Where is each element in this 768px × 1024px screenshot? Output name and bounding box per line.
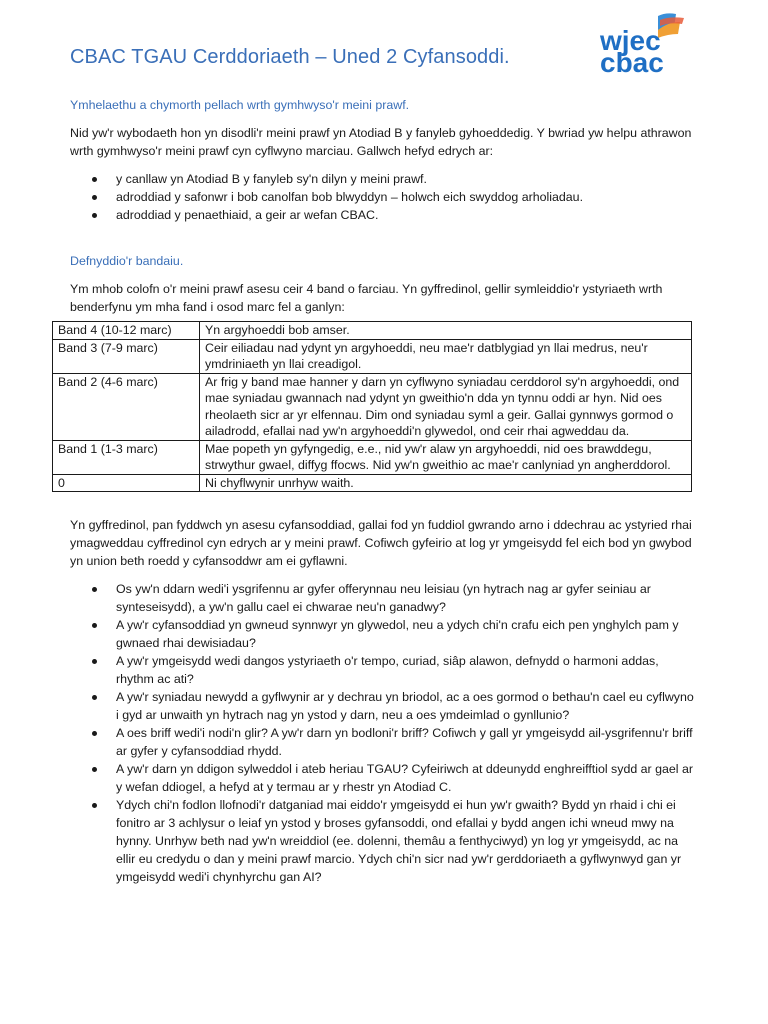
bands-heading: Defnyddio'r bandaiu. bbox=[70, 254, 184, 268]
band-description-cell: Mae popeth yn gyfyngedig, e.e., nid yw'r alaw yn argyhoeddi, nid oes brawddegu, strwythur gwael, diffyg ffocws. Nid yw'n gweithio ac mae'r canlyniad yn angherddorol. bbox=[200, 440, 692, 474]
band-cell: Band 4 (10-12 marc) bbox=[53, 322, 200, 340]
bullet-icon bbox=[92, 803, 97, 808]
bands-paragraph: Ym mhob colofn o'r meini prawf asesu ceir 4 band o farciau. Yn gyffredinol, gellir symleiddio'r ystyriaeth wrth benderfynu ym mha fand i osod marc fel a ganlyn: bbox=[70, 282, 663, 314]
band-description-cell: Ar frig y band mae hanner y darn yn cyflwyno syniadau cerddorol sy'n argyhoeddi, ond mae syniadau gwannach nad ydynt yn gweithio'n dda yn tynnu oddi ar hyn. Nid oes rheolaeth sicr ar yr elfennau. Dim ond syniadau syml a geir. Gallai gynnwys gormod o ailadrodd, efallai nad yw'n argyhoeddi'n glywedol, ond ceir rhai agweddau da. bbox=[200, 373, 692, 440]
band-cell: Band 1 (1-3 marc) bbox=[53, 440, 200, 474]
document-body bbox=[58, 96, 698, 886]
bullet-icon bbox=[92, 695, 97, 700]
list-item-text: A yw'r cyfansoddiad yn gwneud synnwyr yn glywedol, neu a ydych chi'n crafu eich pen ynghylch pam y gwnaed rhai dewisiadau? bbox=[116, 618, 679, 650]
bullet-icon bbox=[92, 587, 97, 592]
book-icon bbox=[658, 13, 684, 38]
band-cell: Band 2 (4-6 marc) bbox=[53, 373, 200, 440]
table-row bbox=[53, 339, 692, 373]
table-row bbox=[53, 440, 692, 474]
list-item-text: adroddiad y penaethiaid, a geir ar wefan CBAC. bbox=[116, 208, 379, 222]
bullet-icon bbox=[92, 195, 97, 200]
assessment-bullet-list bbox=[70, 580, 698, 886]
list-item-text: A yw'r ymgeisydd wedi dangos ystyriaeth o'r tempo, curiad, siâp alawon, defnydd o harmoni addas, rhythm ac ati? bbox=[116, 654, 659, 686]
band-cell: 0 bbox=[53, 474, 200, 492]
bullet-icon bbox=[92, 767, 97, 772]
table-row bbox=[53, 474, 692, 492]
band-cell: Band 3 (7-9 marc) bbox=[53, 339, 200, 373]
intro-heading: Ymhelaethu a chymorth pellach wrth gymhwyso'r meini prawf. bbox=[70, 98, 410, 112]
list-item bbox=[70, 170, 698, 188]
band-description-cell: Yn argyhoeddi bob amser. bbox=[200, 322, 692, 340]
assessment-paragraph: Yn gyffredinol, pan fyddwch yn asesu cyfansoddiad, gallai fod yn fuddiol gwrando arno i ddechrau ac ystyried rhai ymagweddau cyffredinol cyn edrych ar y meini prawf. Cofiwch gyfeirio at log yr ymgeisydd fel eich bod yn gwybod yn union beth roedd y cyfansoddwr am ei gyflawni. bbox=[70, 518, 692, 568]
list-item-text: A oes briff wedi'i nodi'n glir? A yw'r darn yn bodloni'r briff? Cofiwch y gall yr ymgeisydd ail-ysgrifennu'r briff ar gyfer y cyfansoddiad rhydd. bbox=[116, 726, 693, 758]
list-item bbox=[70, 580, 698, 616]
table-row bbox=[53, 322, 692, 340]
list-item bbox=[70, 206, 698, 224]
list-item-text: y canllaw yn Atodiad B y fanyleb sy'n dilyn y meini prawf. bbox=[116, 172, 427, 186]
table-row bbox=[53, 373, 692, 440]
bullet-icon bbox=[92, 213, 97, 218]
list-item bbox=[70, 796, 698, 886]
bullet-icon bbox=[92, 731, 97, 736]
list-item-text: Ydych chi'n fodlon llofnodi'r datganiad mai eiddo'r ymgeisydd ei hun yw'r gwaith? Bydd yn rhaid i chi ei fonitro ar 3 achlysur o leiaf yn ystod y broses gyfansoddi, ond efallai y bydd angen ichi wneud mwy na hynny. Unrhyw beth nad yw'n wreiddiol (ee. dolenni, themâu a fenthyciwyd) yn log yr ymgeisydd, ac na ellir eu credydu o dan y meini prawf marcio. Ydych chi'n sicr nad yw'r gerddoriaeth a gyflwynwyd gan yr ymgeisydd wedi'i chynhyrchu gan AI? bbox=[116, 798, 682, 884]
list-item-text: Os yw'n ddarn wedi'i ysgrifennu ar gyfer offerynnau neu leisiau (yn hytrach nag ar gyfer seiniau ar synteseisydd), a yw'n gallu cael ei chwarae neu'n ganadwy? bbox=[116, 582, 651, 614]
intro-bullet-list bbox=[70, 170, 698, 224]
band-description-cell: Ni chyflwynir unrhyw waith. bbox=[200, 474, 692, 492]
wjec-cbac-logo bbox=[598, 12, 692, 74]
bullet-icon bbox=[92, 177, 97, 182]
list-item bbox=[70, 616, 698, 652]
list-item bbox=[70, 188, 698, 206]
list-item bbox=[70, 652, 698, 688]
list-item bbox=[70, 724, 698, 760]
list-item-text: adroddiad y safonwr i bob canolfan bob blwyddyn – holwch eich swyddog arholiadau. bbox=[116, 190, 584, 204]
band-description-cell: Ceir eiliadau nad ydynt yn argyhoeddi, neu mae'r datblygiad yn llai medrus, neu'r ymdriniaeth yn llai creadigol. bbox=[200, 339, 692, 373]
list-item bbox=[70, 760, 698, 796]
intro-paragraph: Nid yw'r wybodaeth hon yn disodli'r meini prawf yn Atodiad B y fanyleb gyhoeddedig. Y bwriad yw helpu athrawon wrth gymhwyso'r meini prawf cyn cyflwyno marciau. Gallwch hefyd edrych ar: bbox=[70, 126, 692, 158]
logo-text-bottom: cbac bbox=[600, 47, 664, 74]
page-title: CBAC TGAU Cerddoriaeth – Uned 2 Cyfansoddi. bbox=[70, 46, 510, 68]
bullet-icon bbox=[92, 623, 97, 628]
logo-text-top: wjec bbox=[600, 25, 661, 56]
bullet-icon bbox=[92, 659, 97, 664]
bands-table bbox=[52, 321, 692, 492]
list-item-text: A yw'r darn yn ddigon sylweddol i ateb heriau TGAU? Cyfeiriwch at ddeunydd enghreifftiol sydd ar gael ar y wefan ddiogel, a hefyd at y termau ar y rhestr yn Atodiad C. bbox=[116, 762, 694, 794]
list-item-text: A yw'r syniadau newydd a gyflwynir ar y dechrau yn briodol, ac a oes gormod o bethau'n cael eu cyflwyno i gyd ar unwaith yn hytrach nag yn ystod y darn, neu a oes ymdeimlad o gynllunio? bbox=[116, 690, 694, 722]
list-item bbox=[70, 688, 698, 724]
